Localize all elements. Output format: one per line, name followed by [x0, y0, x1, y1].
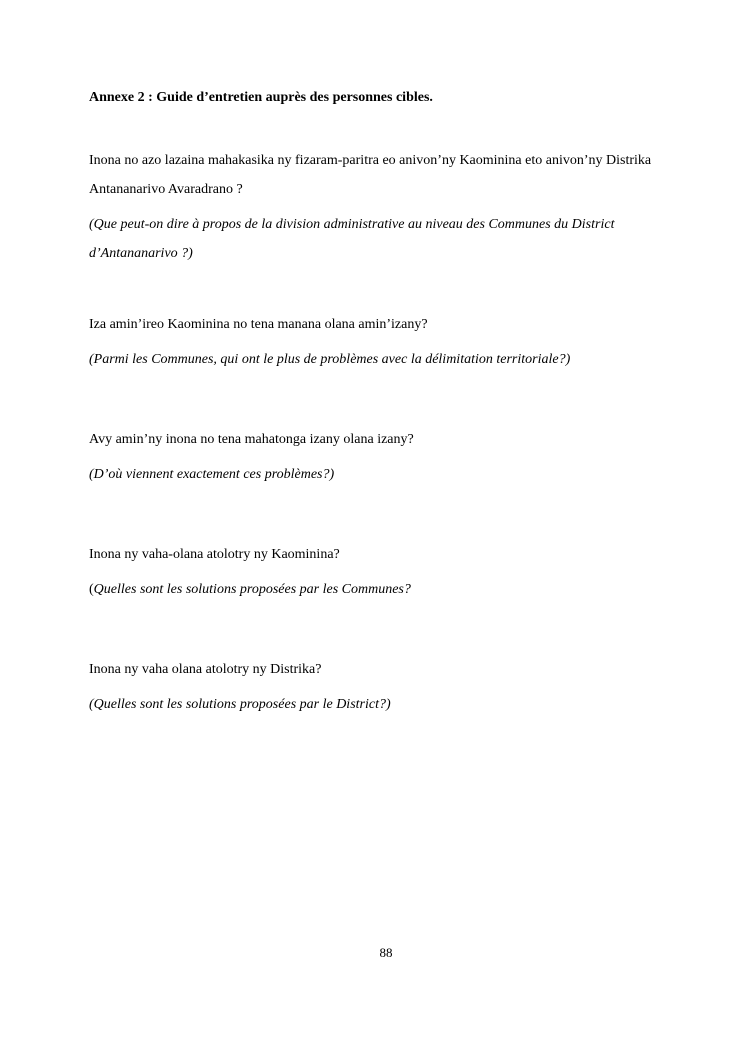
- question-french-4-text: Quelles sont les solutions proposées par les Communes?: [93, 582, 411, 597]
- question-block-1: [89, 146, 669, 268]
- question-malagasy-3: Avy amin’ny inona no tena mahatonga izany olana izany?: [89, 432, 414, 447]
- question-block-2: [89, 310, 669, 374]
- question-french-4: [89, 575, 669, 604]
- question-malagasy-5: Inona ny vaha olana atolotry ny Distrika?: [89, 662, 322, 677]
- question-french-1: (Que peut-on dire à propos de la division administrative au niveau des Communes du District d’Antananarivo ?): [89, 217, 615, 261]
- question-block-4: [89, 540, 669, 604]
- question-french-4-paren: (: [89, 582, 94, 597]
- question-french-2: (Parmi les Communes, qui ont le plus de problèmes avec la délimitation territoriale?): [89, 352, 571, 367]
- page-number: 88: [379, 945, 393, 960]
- question-block-5: [89, 655, 669, 719]
- question-malagasy-4: Inona ny vaha-olana atolotry ny Kaominina?: [89, 547, 340, 562]
- question-block-3: [89, 425, 669, 489]
- question-french-5: (Quelles sont les solutions proposées par le District?): [89, 697, 391, 712]
- question-french-3: (D’où viennent exactement ces problèmes?): [89, 467, 335, 482]
- question-malagasy-1: Inona no azo lazaina mahakasika ny fizaram-paritra eo anivon’ny Kaominina eto anivon’ny Distrika Antananarivo Avaradrano ?: [89, 153, 652, 197]
- annex-title: Annexe 2 : Guide d’entretien auprès des personnes cibles.: [89, 90, 433, 105]
- question-malagasy-2: Iza amin’ireo Kaominina no tena manana olana amin’izany?: [89, 317, 428, 332]
